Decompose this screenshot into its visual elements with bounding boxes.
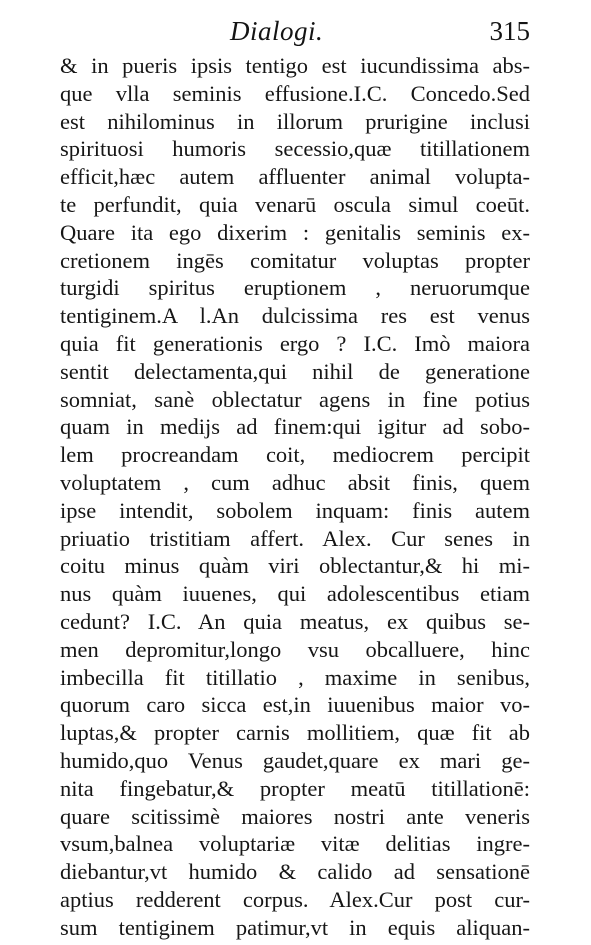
page-number: 315 xyxy=(489,16,530,46)
text-line: quorum caro sicca est,in iuuenibus maior vo- xyxy=(60,692,530,718)
text-line: vsum,balnea voluptariæ vitæ delitias ingre- xyxy=(60,831,530,857)
text-line: cretionem ingēs comitatur voluptas propter xyxy=(60,247,530,273)
text-line: quam in medijs ad finem:qui igitur ad sobo- xyxy=(60,414,530,440)
text-line: humido,quo Venus gaudet,quare ex mari ge- xyxy=(60,747,530,773)
text-line: quare scitissimè maiores nostri ante veneris xyxy=(60,803,530,829)
text-line: priuatio tristitiam affert. Alex. Cur senes in xyxy=(60,525,530,551)
text-line: nita fingebatur,& propter meatū titillationē: xyxy=(60,775,530,801)
text-line: coitu minus quàm viri oblectantur,& hi mi- xyxy=(60,553,530,579)
text-line: efficit,hæc autem affluenter animal volupta- xyxy=(60,164,530,190)
body-text xyxy=(60,52,530,942)
text-line: men depromitur,longo vsu obcalluere, hinc xyxy=(60,636,530,662)
text-line: turgidi spiritus eruptionem , neruorumque xyxy=(60,275,530,301)
text-line: lem procreandam coit, mediocrem percipit xyxy=(60,442,530,468)
text-line: aptius redderent corpus. Alex.Cur post cur- xyxy=(60,886,530,912)
running-title: Dialogi. xyxy=(230,16,324,46)
text-line: voluptatem , cum adhuc absit finis, quem xyxy=(60,469,530,495)
text-line: que vlla seminis effusione.I.C. Concedo.Sed xyxy=(60,80,530,106)
text-line: Quare ita ego dixerim : genitalis seminis ex- xyxy=(60,219,530,245)
page-header xyxy=(60,16,530,50)
text-line: te perfundit, quia venarū oscula simul coeūt. xyxy=(60,191,530,217)
text-line: & in pueris ipsis tentigo est iucundissima abs- xyxy=(60,53,530,78)
text-line: est nihilominus in illorum prurigine inclusi xyxy=(60,108,530,134)
text-line: ipse intendit, sobolem inquam: finis autem xyxy=(60,497,530,523)
text-line: tentiginem.A l.An dulcissima res est venus xyxy=(60,303,530,329)
text-line: somniat, sanè oblectatur agens in fine potius xyxy=(60,386,530,412)
text-line: sum tentiginem patimur,vt in equis aliquan- xyxy=(60,914,530,940)
text-line: diebantur,vt humido & calido ad sensationē xyxy=(60,859,530,885)
text-line: nus quàm iuuenes, qui adolescentibus etiam xyxy=(60,581,530,607)
text-line: quia fit generationis ergo ? I.C. Imò maiora xyxy=(60,330,530,356)
text-line: spirituosi humoris secessio,quæ titillationem xyxy=(60,136,530,162)
text-line: sentit delectamenta,qui nihil de generatione xyxy=(60,358,530,384)
text-line: imbecilla fit titillatio , maxime in senibus, xyxy=(60,664,530,690)
text-line: luptas,& propter carnis mollitiem, quæ fit ab xyxy=(60,720,530,746)
text-line: cedunt? I.C. An quia meatus, ex quibus se- xyxy=(60,608,530,634)
